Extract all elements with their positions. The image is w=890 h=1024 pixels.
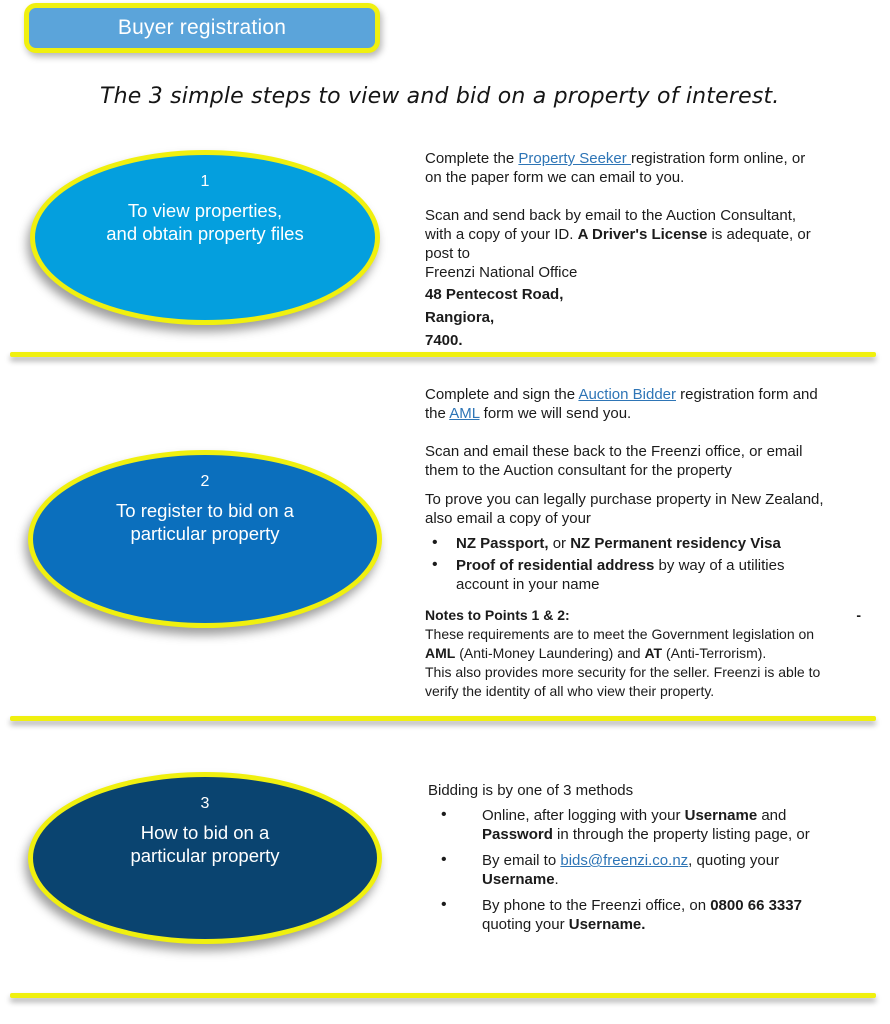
step-1-label xyxy=(106,199,303,245)
text-run: By email to xyxy=(482,852,561,869)
step-1-label-line1: To view properties, xyxy=(127,200,283,221)
text-run: These requirements are to meet the Government legislation on xyxy=(425,626,815,642)
notes-heading xyxy=(425,606,875,625)
step-2-bullet-2 xyxy=(425,556,875,594)
section-divider-3 xyxy=(10,993,876,998)
step-2-paragraph-3 xyxy=(425,490,875,528)
text-run: Scan and email these back to the Freenzi office, or email xyxy=(425,443,803,460)
bold-text: Username. xyxy=(568,916,646,933)
text-run: them to the Auction consultant for the property xyxy=(425,462,732,479)
text-run: By phone to the Freenzi office, on xyxy=(482,897,711,914)
step-3-label-line2: particular property xyxy=(130,845,280,866)
text-run: quoting your xyxy=(482,916,569,933)
text-run: Complete the xyxy=(425,150,519,167)
bold-text: Username xyxy=(684,807,758,824)
text-run: Scan and send back by email to the Auction Consultant, xyxy=(425,207,797,224)
notes-heading-text: Notes to Points 1 & 2: xyxy=(425,607,570,623)
step-1-paragraph-1 xyxy=(425,149,875,187)
text-run: , quoting your xyxy=(688,852,780,869)
step-3-number: 3 xyxy=(200,795,210,812)
text-run: (Anti-Terrorism). xyxy=(662,645,767,661)
step-1-ellipse xyxy=(30,150,380,325)
address-line-3: 7400. xyxy=(425,332,463,349)
step-2-bullet-1 xyxy=(425,534,875,553)
text-run: registration form and xyxy=(676,386,818,403)
text-run: by way of a utilities xyxy=(654,557,785,574)
text-run: form we will send you. xyxy=(479,405,632,422)
page-title: Buyer registration xyxy=(117,16,287,39)
step-2-number: 2 xyxy=(200,473,210,490)
text-run: also email a copy of your xyxy=(425,510,591,527)
text-run: (Anti-Money Laundering) and xyxy=(455,645,645,661)
step-1-number: 1 xyxy=(200,173,210,190)
text-run: or xyxy=(548,535,571,552)
step-2-label xyxy=(116,499,294,545)
text-run: the xyxy=(425,405,450,422)
step-2-paragraph-1 xyxy=(425,385,875,423)
text-run: Online, after logging with your xyxy=(482,807,685,824)
auction-bidder-link[interactable]: Auction Bidder xyxy=(578,386,676,403)
step-1-label-line2: and obtain property files xyxy=(106,223,304,244)
step-2-label-line1: To register to bid on a xyxy=(116,500,294,521)
text-run: To prove you can legally purchase property in New Zealand, xyxy=(425,491,824,508)
text-run: post to xyxy=(425,245,471,262)
notes-dash: - xyxy=(856,607,861,623)
bold-text: AT xyxy=(644,645,663,661)
section-divider-2 xyxy=(10,716,876,721)
property-seeker-link[interactable]: Property Seeker xyxy=(518,150,631,167)
address-line-1: 48 Pentecost Road, xyxy=(425,286,564,303)
text-run: . xyxy=(554,871,559,888)
step-3-bullet-3 xyxy=(428,896,878,934)
step-3-bullet-2 xyxy=(428,851,878,889)
step-2-details xyxy=(425,385,875,701)
text-run: verify the identity of all who view their property. xyxy=(425,683,715,699)
text-run: This also provides more security for the seller. Freenzi is able to xyxy=(425,664,821,680)
step-3-label-line1: How to bid on a xyxy=(140,822,270,843)
step-2-paragraph-2 xyxy=(425,442,875,480)
bold-text: NZ Passport, xyxy=(456,535,549,552)
step-3-label xyxy=(130,821,279,867)
step-1-paragraph-2 xyxy=(425,206,875,282)
text-run: Complete and sign the xyxy=(425,386,579,403)
section-divider-1 xyxy=(10,352,876,357)
aml-form-link[interactable]: AML xyxy=(449,405,480,422)
notes-block xyxy=(425,606,875,701)
step-3-intro: Bidding is by one of 3 methods xyxy=(428,782,634,799)
bold-text: Proof of residential address xyxy=(456,557,655,574)
bold-text: AML xyxy=(425,645,456,661)
address-line-2: Rangiora, xyxy=(425,309,495,326)
text-run: and xyxy=(757,807,787,824)
text-run: Freenzi National Office xyxy=(425,264,578,281)
bold-text: Username xyxy=(482,871,555,888)
bold-text: NZ Permanent residency Visa xyxy=(570,535,781,552)
text-run: in through the property listing page, or xyxy=(552,826,810,843)
step-3-details xyxy=(428,781,878,941)
text-run: with a copy of your ID. xyxy=(425,226,578,243)
bold-text: Password xyxy=(482,826,553,843)
step-2-ellipse xyxy=(28,450,382,628)
text-run: registration form online, or xyxy=(630,150,806,167)
bids-email-link[interactable]: bids@freenzi.co.nz xyxy=(560,852,689,869)
step-3-bullet-1 xyxy=(428,806,878,844)
text-run: account in your name xyxy=(456,576,600,593)
step-3-ellipse xyxy=(28,772,382,944)
text-run: on the paper form we can email to you. xyxy=(425,169,685,186)
text-run: is adequate, or xyxy=(707,226,811,243)
step-1-details xyxy=(425,149,875,351)
bold-text: A Driver's License xyxy=(577,226,708,243)
step-2-label-line2: particular property xyxy=(130,523,280,544)
page-subtitle: The 3 simple steps to view and bid on a property of interest. xyxy=(100,84,780,109)
phone-number: 0800 66 3337 xyxy=(710,897,802,914)
page-title-badge xyxy=(24,3,380,53)
notes-body xyxy=(425,625,875,701)
